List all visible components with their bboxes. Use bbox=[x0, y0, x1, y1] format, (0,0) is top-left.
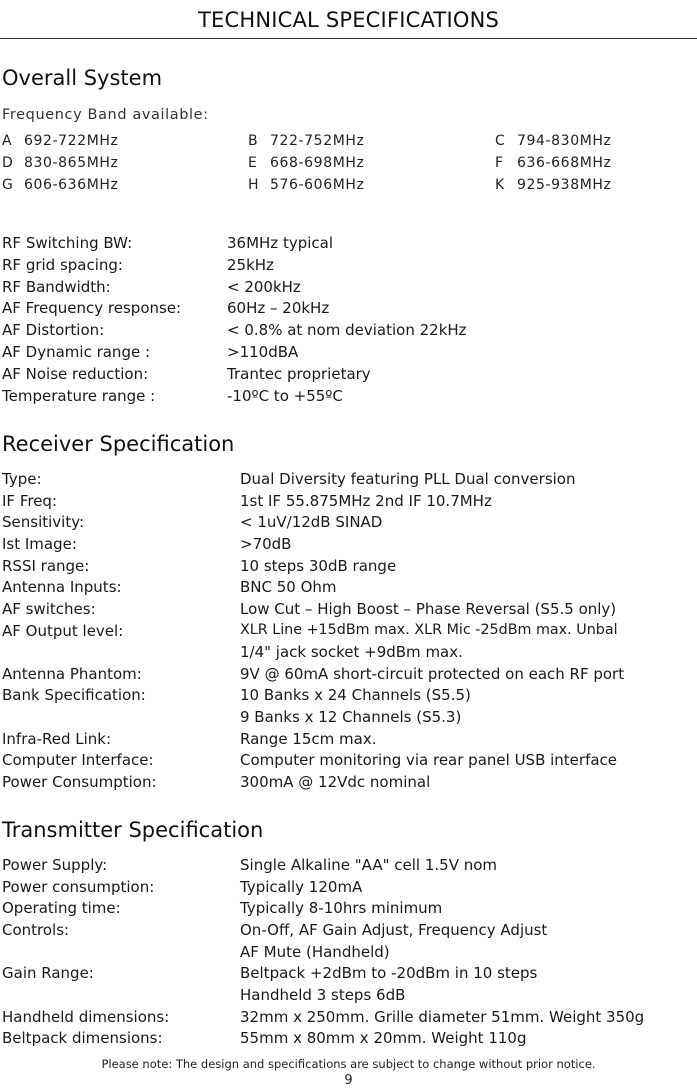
spec-label: RF Bandwidth: bbox=[2, 278, 111, 296]
spec-value: 32mm x 250mm. Grille diameter 51mm. Weight 350g bbox=[240, 1008, 645, 1026]
spec-row bbox=[2, 751, 697, 773]
band-label: D bbox=[2, 155, 14, 171]
spec-label: Type: bbox=[2, 470, 42, 488]
spec-label: AF Distortion: bbox=[2, 321, 105, 339]
spec-row bbox=[2, 986, 697, 1008]
band-label: F bbox=[495, 155, 504, 171]
spec-row bbox=[2, 686, 697, 708]
spec-value: AF Mute (Handheld) bbox=[240, 943, 390, 961]
spec-row bbox=[2, 234, 697, 256]
spec-row bbox=[2, 492, 697, 514]
spec-row bbox=[2, 299, 697, 321]
spec-label: Beltpack dimensions: bbox=[2, 1029, 163, 1047]
spec-label: Operating time: bbox=[2, 899, 121, 917]
band-range: 636-668MHz bbox=[517, 155, 612, 171]
spec-label: RSSI range: bbox=[2, 557, 90, 575]
page-number: 9 bbox=[344, 1073, 353, 1088]
spec-value: XLR Line +15dBm max. XLR Mic -25dBm max. Unbal bbox=[240, 622, 618, 638]
spec-label: Gain Range: bbox=[2, 964, 94, 982]
spec-value: Trantec proprietary bbox=[227, 365, 371, 383]
spec-row bbox=[2, 470, 697, 492]
spec-label: RF grid spacing: bbox=[2, 256, 123, 274]
spec-value: Handheld 3 steps 6dB bbox=[240, 986, 406, 1004]
band-label: A bbox=[2, 133, 13, 149]
band-label: B bbox=[248, 133, 259, 149]
spec-value: BNC 50 Ohm bbox=[240, 578, 337, 596]
spec-row bbox=[2, 878, 697, 900]
spec-row bbox=[2, 708, 697, 730]
spec-value: -10ºC to +55ºC bbox=[227, 387, 343, 405]
spec-value: 60Hz – 20kHz bbox=[227, 299, 330, 317]
spec-row bbox=[2, 557, 697, 579]
spec-row bbox=[2, 643, 697, 665]
band-row bbox=[2, 177, 697, 199]
transmitter-heading: Transmitter Specification bbox=[2, 818, 264, 842]
band-range: 722-752MHz bbox=[270, 133, 365, 149]
spec-label: Antenna Phantom: bbox=[2, 665, 142, 683]
spec-label: Power Consumption: bbox=[2, 773, 157, 791]
spec-row bbox=[2, 665, 697, 687]
spec-value: 1st IF 55.875MHz 2nd IF 10.7MHz bbox=[240, 492, 492, 510]
band-range: 576-606MHz bbox=[270, 177, 365, 193]
spec-row bbox=[2, 622, 697, 644]
spec-label: Antenna Inputs: bbox=[2, 578, 122, 596]
spec-row bbox=[2, 964, 697, 986]
page-title: TECHNICAL SPECIFICATIONS bbox=[197, 8, 500, 32]
spec-value: Low Cut – High Boost – Phase Reversal (S5.5 only) bbox=[240, 600, 617, 618]
band-label: C bbox=[495, 133, 506, 149]
band-range: 925-938MHz bbox=[517, 177, 612, 193]
spec-label: Computer Interface: bbox=[2, 751, 154, 769]
spec-value: 10 steps 30dB range bbox=[240, 557, 397, 575]
spec-value: 55mm x 80mm x 20mm. Weight 110g bbox=[240, 1029, 527, 1047]
spec-row bbox=[2, 278, 697, 300]
spec-value: Beltpack +2dBm to -20dBm in 10 steps bbox=[240, 964, 538, 982]
spec-value: >110dBA bbox=[227, 343, 299, 361]
band-range: 606-636MHz bbox=[24, 177, 119, 193]
band-label: H bbox=[248, 177, 260, 193]
band-cell bbox=[2, 155, 118, 171]
spec-label: Power Supply: bbox=[2, 856, 108, 874]
band-intro: Frequency Band available: bbox=[2, 107, 209, 123]
band-range: 794-830MHz bbox=[517, 133, 612, 149]
band-cell bbox=[2, 133, 118, 149]
spec-row bbox=[2, 943, 697, 965]
band-label: K bbox=[495, 177, 505, 193]
spec-label: AF switches: bbox=[2, 600, 96, 618]
spec-label: Infra-Red Link: bbox=[2, 730, 112, 748]
spec-label: IF Freq: bbox=[2, 492, 57, 510]
spec-value: 300mA @ 12Vdc nominal bbox=[240, 773, 431, 791]
spec-row bbox=[2, 1029, 697, 1051]
spec-value: 9V @ 60mA short-circuit protected on each RF port bbox=[240, 665, 625, 683]
spec-row bbox=[2, 578, 697, 600]
spec-label: AF Dynamic range : bbox=[2, 343, 151, 361]
footnote: Please note: The design and specifications are subject to change without prior notice. bbox=[101, 1057, 596, 1071]
band-row bbox=[2, 133, 697, 155]
spec-label: AF Noise reduction: bbox=[2, 365, 149, 383]
spec-row bbox=[2, 365, 697, 387]
spec-row bbox=[2, 535, 697, 557]
spec-label: Power consumption: bbox=[2, 878, 155, 896]
spec-row bbox=[2, 773, 697, 795]
spec-value: Typically 8-10hrs minimum bbox=[240, 899, 443, 917]
spec-value: Single Alkaline "AA" cell 1.5V nom bbox=[240, 856, 498, 874]
spec-row bbox=[2, 921, 697, 943]
band-cell bbox=[248, 177, 364, 193]
band-cell bbox=[495, 177, 611, 193]
spec-label: RF Switching BW: bbox=[2, 234, 133, 252]
spec-value: 36MHz typical bbox=[227, 234, 334, 252]
spec-label: Sensitivity: bbox=[2, 513, 85, 531]
spec-value: 9 Banks x 12 Channels (S5.3) bbox=[240, 708, 462, 726]
band-cell bbox=[495, 133, 611, 149]
spec-row bbox=[2, 513, 697, 535]
band-cell bbox=[495, 155, 611, 171]
receiver-heading: Receiver Specification bbox=[2, 432, 235, 456]
spec-value: On-Off, AF Gain Adjust, Frequency Adjust bbox=[240, 921, 548, 939]
spec-value: 10 Banks x 24 Channels (S5.5) bbox=[240, 686, 471, 704]
spec-value: Range 15cm max. bbox=[240, 730, 377, 748]
spec-label: AF Output level: bbox=[2, 622, 124, 640]
band-cell bbox=[248, 133, 364, 149]
band-cell bbox=[2, 177, 118, 193]
spec-label: Bank Specification: bbox=[2, 686, 146, 704]
spec-row bbox=[2, 899, 697, 921]
band-cell bbox=[248, 155, 364, 171]
spec-row bbox=[2, 321, 697, 343]
spec-label: Handheld dimensions: bbox=[2, 1008, 170, 1026]
band-label: G bbox=[2, 177, 14, 193]
spec-value: Typically 120mA bbox=[240, 878, 363, 896]
spec-row bbox=[2, 856, 697, 878]
spec-value: >70dB bbox=[240, 535, 292, 553]
spec-value: 25kHz bbox=[227, 256, 274, 274]
spec-row bbox=[2, 730, 697, 752]
spec-row bbox=[2, 600, 697, 622]
spec-value: 1/4" jack socket +9dBm max. bbox=[240, 643, 463, 661]
spec-row bbox=[2, 343, 697, 365]
spec-row bbox=[2, 387, 697, 409]
band-range: 668-698MHz bbox=[270, 155, 365, 171]
title-rule bbox=[0, 38, 697, 39]
spec-row bbox=[2, 256, 697, 278]
band-range: 692-722MHz bbox=[24, 133, 119, 149]
spec-label: Ist Image: bbox=[2, 535, 77, 553]
spec-value: < 0.8% at nom deviation 22kHz bbox=[227, 321, 467, 339]
spec-value: Computer monitoring via rear panel USB interface bbox=[240, 751, 618, 769]
spec-label: AF Frequency response: bbox=[2, 299, 182, 317]
spec-value: < 1uV/12dB SINAD bbox=[240, 513, 383, 531]
band-range: 830-865MHz bbox=[24, 155, 119, 171]
spec-value: < 200kHz bbox=[227, 278, 301, 296]
band-row bbox=[2, 155, 697, 177]
overall-heading: Overall System bbox=[2, 66, 163, 90]
spec-label: Controls: bbox=[2, 921, 70, 939]
band-label: E bbox=[248, 155, 258, 171]
spec-value: Dual Diversity featuring PLL Dual conversion bbox=[240, 470, 576, 488]
spec-label: Temperature range : bbox=[2, 387, 156, 405]
spec-row bbox=[2, 1008, 697, 1030]
